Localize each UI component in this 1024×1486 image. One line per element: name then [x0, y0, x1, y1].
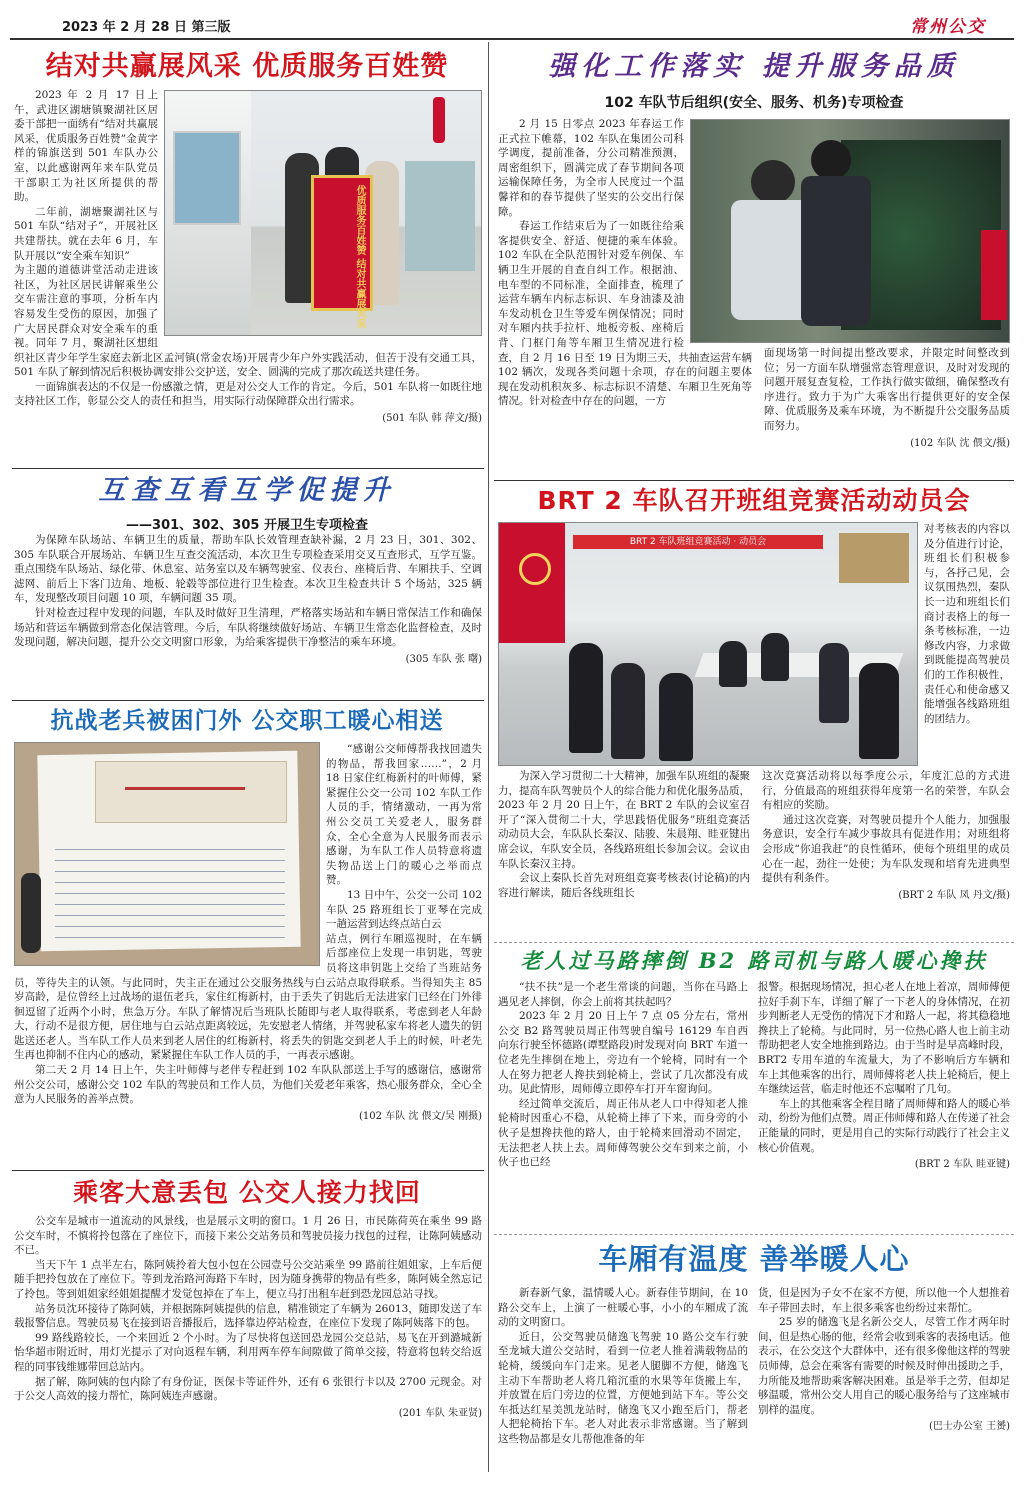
article-7-body [498, 980, 1010, 1170]
divider-a1 [12, 468, 484, 469]
article-3-para-2b: 站点，例行车厢巡视时，在车辆后部座位上发现一串钥匙，驾驶员将这串钥匙上交给了当班站务员，等待失主的认领。与此同时，失主正在通过公交服务热线与白云站点取得联系。当得知失主 85 岁高龄，是位曾经上过战场的退伍老兵，家住红梅新村，由于丢失了钥匙后无法进家门已经在门外徘徊逗留了近两个小时，焦急万分。车队了解情况后当班队长随即与老人取得联系，考虑到老人年龄大，行动不是很方便，居住地与白云站点距离较远，先安慰老人情绪，并驾驶私家车将老人遗失的钥匙送还老人。当车队工作人员来到老人居住的红梅新村，将丢失的钥匙交到老人手上的时候，叶老先生再也抑制不住内心的感动，紧紧握住车队工作人员的手，一再表示感谢。 [14, 932, 482, 1062]
article-3-body [14, 742, 482, 1122]
article-3-photo-letter [14, 742, 320, 966]
article-8-para-3: 货，但是因为子女不在家不方便，所以他一个人想推着车子带回去时，车上很多乘客也纷纷过来帮忙。 [758, 1287, 1010, 1314]
divider-a3 [12, 1170, 484, 1171]
article-4-para-4: 99 路线路较长，一个来回近 2 个小时。为了尽快将包送回恐龙园公交总站，易飞在开到潞城新怡华超市附近时，用灯光提示了对向返程车辆，利用两车停车间隙做了简单交接，特意将包转交给返程的同事钱维娜带回总站内。 [14, 1331, 482, 1373]
article-8-para-4: 25 岁的储逸飞是名新公交人，尽管工作才两年时间，但是热心肠的他，经常会收到乘客的表扬电话。他表示，在公交这个大群体中，还有很多像他这样的驾驶员师傅，总会在乘客有需要的时候及时伸出援助之手，力所能及地帮助乘客解决困难。虽是举手之劳，但却足够温暖，常州公交人用自己的暖心服务给与了这座城市别样的温度。 [758, 1316, 1010, 1416]
article-4-title: 乘客大意丢包 公交人接力找回 [73, 1178, 421, 1207]
header-rule [10, 38, 1014, 40]
article-8-byline: (巴士办公室 王赟) [929, 1421, 1010, 1433]
article-2-title: 互查互看互学促提升 [98, 475, 396, 506]
meeting-banner: BRT 2 车队班组竞赛活动 · 动员会 [573, 535, 823, 549]
article-8-para-1: 新春新气象，温情暖人心。新春佳节期间，在 10 路公交车上，上演了一桩暖心事，小小的车厢成了流动的文明窗口。 [498, 1287, 748, 1329]
divider-b2 [494, 942, 1014, 943]
masthead-logo: 常州公交 [910, 17, 986, 37]
article-5-para-3: 面现场第一时间提出整改要求，并限定时间整改到位；另一方面车队增强常态管理意识，及时对发现的问题开展复查复检，工作执行做实做细，确保整改有序进行。致力于为广大乘客出行提供更好的安全保障、优质服务及乘车环境，为不断提升公交服务品质而努力。 [764, 347, 1010, 432]
article-2-subtitle: ——301、302、305 开展卫生专项检查 [126, 518, 368, 533]
article-4-para-5: 据了解，陈阿姨的包内除了有身份证，医保卡等证件外，还有 6 张银行卡以及 2700 元现金。对于公交人高效的接力帮忙，陈阿姨连声感谢。 [14, 1375, 482, 1403]
article-6-para-3: 会议上秦队长首先对班组竞赛考核表(讨论稿)的内容进行解读，随后各线班组长 [498, 872, 750, 899]
article-4-byline: (201 车队 朱亚贤) [398, 1407, 482, 1419]
column-divider [488, 42, 489, 1472]
divider-b3 [494, 1234, 1014, 1235]
article-1-para-2a: 二年前，湖塘聚湖社区与 501 车队“结对子”，开展社区共建帮扶。就在去年 6 月，车队开展以“安全乘车知识” [14, 205, 158, 262]
article-1-body [14, 88, 482, 424]
article-6-para-2: 为深入学习贯彻二十大精神，加强车队班组的凝聚力，提高车队驾驶员个人的综合能力和优化服务品质，2023 年 2 月 20 日上午，在 BRT 2 车队的会议室召开了“深入贯彻二十大，学思践悟优服务”班组竞赛活动动员大会，车队队长秦汉、陆骏、朱晨翔、眭亚键出席会议，车队安全员，各线路班组长参加会议。会议由车队长秦汉主持。 [498, 770, 750, 870]
article-6-title: BRT 2 车队召开班组竞赛活动动员会 [537, 486, 971, 515]
article-4-para-2: 当天下午 1 点半左右，陈阿姨拎着大包小包在公园壹号公交站乘坐 99 路前往姐姐家，上车后便随手把拎包放在了座位下。等到龙治路河海路下车时，因为随身携带的物品有些多，陈阿姨全然忘记了拎包。等到姐姐家经姐姐提醒才发觉包掉在了车上，便立马打出租车赶到恐龙园总站寻找。 [14, 1258, 482, 1300]
article-5-byline: (102 车队 沈 偎文/摄) [910, 437, 1010, 449]
article-3-para-3: 第二天 2 月 14 日上午，失主叶师傅与老伴专程赶到 102 车队队部送上手写的感谢信，感谢常州公交公司，感谢公交 102 车队的驾驶员和工作人员，为他们关爱老年乘客，热心服务群众，全心全意为人民服务的善举点赞。 [14, 1064, 482, 1106]
article-5-body [498, 117, 1010, 449]
pennant-text: 优质服务百姓赞 结对共赢展风采 [354, 185, 365, 329]
article-7-title: 老人过马路摔倒 B2 路司机与路人暖心搀扶 [520, 948, 988, 973]
article-2-para-1: 为保障车队场站、车辆卫生的质量，帮助车队长效管理查缺补漏，2 月 23 日，301、302、305 车队联合开展场站、车辆卫生互查交流活动，本次卫生专项检查采用交叉互查形式，互学互鉴。重点围绕车队场站、绿化带、休息室、站务室以及车辆驾驶室、仪表台、座椅后背、车厢扶手、空调滤网、前后上下客门边角、地板、轮毂等部位进行卫生检查。本次卫生检查共计 5 个场站，325 辆车，发现整改项目问题 10 项，车辆问题 35 项。 [14, 534, 482, 605]
article-4-body [14, 1214, 482, 1419]
article-5-para-2: 春运工作结束后为了一如既往给乘客提供安全、舒适、便捷的乘车体验。102 车队在全队范围针对爱车例保、车辆卫生开展的自查自纠工作。根据油、电车型的不同标准，全面排查，梳理了运营车辆车内标志标识、车身油漆及油车发动机仓卫生等爱车例保情况；同时对车厢内扶手拉杆、地板旁板、座椅后背、门框门角等车厢卫生情况进行检查，自 2 月 16 日至 19 日为期三天，共抽查运营车辆 102 辆次，发现各类问题十余项，存在的问题主要体现在发动机积灰多、标志标识不清楚、车厢卫生死角等情况。针对检查中存在的问题，一方 [498, 220, 752, 408]
divider-a2 [12, 700, 484, 701]
divider-b1 [494, 480, 1014, 481]
article-3-para-2a: 13 日中午，公交一公司 102 车队 25 路班组长丁亚琴在完成一趟运营到达终点站白云 [326, 888, 482, 931]
article-1-photo [164, 90, 482, 336]
article-7-para-3: 经过简单交流后，周正伟从老人口中得知老人推轮椅时因重心不稳，从轮椅上摔了下来，而身旁的小伙子是想搀扶他的路人，由于轮椅来回滑动不固定，无法把老人扶上去。周师傅驾驶公交车到来之前，小伙子也已经 [498, 1097, 748, 1169]
article-1-title: 结对共赢展风采 优质服务百姓赞 [45, 51, 449, 82]
article-5-para-1: 2 月 15 日零点 2023 年春运工作正式拉下帷幕，102 车队在集团公司科学调度，提前准备，分公司精准预测，周密组织下，圆满完成了春节期间各项运输保障任务，为全市人民度过一个温馨祥和的春节提供了坚实的公交出行保障。 [498, 118, 684, 218]
article-3-title: 抗战老兵被困门外 公交职工暖心相送 [50, 708, 444, 734]
edition-date: 2023 年 2 月 28 日 第三版 [62, 20, 231, 35]
article-6-body [498, 522, 1010, 901]
article-6-photo-meeting [498, 522, 918, 766]
article-3-para-1: “感谢公交师傅帮我找回遗失的物品，帮我回家……”，2 月 18 日家住红梅新村的叶师傅，紧紧握住公交一公司 102 车队工作人员的手，情绪激动，一再为常州公交员工关爱老人，服务群众，全心全意为人民服务而表示感谢，为车队工作人员特意将遗失物品送上门的暖心之举而点赞。 [326, 743, 482, 887]
article-7-byline: (BRT 2 车队 眭亚键) [914, 1159, 1010, 1171]
article-8-para-2: 近日，公交驾驶员储逸飞驾驶 10 路公交车行驶至龙城大道公交站时，看到一位老人推着满载物品的轮椅，缓缓向车门走来。见老人腿脚不方便，储逸飞主动下车帮助老人将几箱沉重的水果等年货搬上车，并放置在后门旁边的位置，方便她到站下车。等公交车抵达红星美凯龙站时，储逸飞又小跑至后门，帮老人把轮椅抬下车。老人对此表示非常感谢。当了解到这些物品都是女儿帮他准备的年 [498, 1330, 748, 1445]
article-1-para-1: 2023 年 2 月 17 日上午，武进区湖塘镇聚湖社区居委干部把一面绣有“结对共赢展风采，优质服务百姓赞”金黄字样的锦旗送到 501 车队办公室，以此感谢两年来车队党员干部职工为社区所提供的帮助。 [14, 89, 158, 204]
article-7-para-1: “扶不扶”是一个老生常谈的问题，当你在马路上遇见老人摔倒，你会上前将其扶起吗？ [498, 981, 748, 1008]
article-8-body [498, 1286, 1010, 1447]
article-3-byline: (102 车队 沈 偎文/吴 刚摄) [359, 1110, 482, 1122]
article-4-para-1: 公交车是城市一道流动的风景线，也是展示文明的窗口。1 月 26 日，市民陈荷英在乘坐 99 路公交车时，不慎将拎包落在了座位下，而接下来公交站务员和驾驶员接力找包的过程，让陈阿姨感动不已。 [14, 1215, 482, 1257]
article-8-title: 车厢有温度 善举暖人心 [598, 1242, 910, 1276]
article-7-para-4: 报警。根据现场情况，担心老人在地上着凉，周师傅便拉好手刹下车，详细了解了一下老人的身体情况，在初步判断老人无受伤的情况下才和路人一起，将其稳稳地搀扶上了轮椅。与此同时，另一位热心路人也上前主动帮助把老人安全地推到路边。由于当时是早高峰时段，BRT2 专用车道的车流量大，为了不影响后方车辆和车上其他乘客的出行，周师傅将老人扶上轮椅后，便上车继续运营，临走时他还不忘嘱咐了几句。 [758, 981, 1010, 1096]
article-5-title: 强化工作落实 提升服务品质 [548, 51, 960, 82]
article-6-para-1: 对考核表的内容以及分值进行讨论，班组长们积极参与，各抒己见，会议氛围热烈，秦队长一边和班组长们商讨表格上的每一条考核标准，一边修改内容，力求做到既能提高驾驶员们的工作积极性，责任心和使命感又能增强各线路班组的团结力。 [924, 523, 1010, 725]
article-5-subtitle: 102 车队节后组织(安全、服务、机务)专项检查 [604, 95, 904, 111]
article-2-para-2: 针对检查过程中发现的问题，车队及时做好卫生清理，严格落实场站和车辆日常保洁工作和确保场站和营运车辆做到常态化保洁管理。今后，车队将继续做好场站、车辆卫生常态化监督检查，及时发现问题，解决问题，提升公交文明窗口形象，为给乘客提供干净整洁的乘车环境。 [14, 606, 482, 649]
article-6-byline: (BRT 2 车队 凤 丹文/摄) [898, 889, 1010, 901]
article-2-body [14, 533, 482, 665]
article-1-para-3: 一面锦旗表达的不仅是一份感激之情，更是对公交人工作的肯定。今后，501 车队将一如既往地支持社区工作，彰显公交人的责任和担当，用实际行动保障群众出行需求。 [14, 380, 482, 408]
article-4-para-3: 站务员沈环接待了陈阿姨，并根据陈阿姨提供的信息，精准锁定了车辆为 26013，随即发送了车载报警信息。驾驶员易飞在接到语音播报后，选择靠边停站检查，在座位下发现了陈阿姨落下的包。 [14, 1302, 482, 1330]
article-7-para-2: 2023 年 2 月 20 日上午 7 点 05 分左右，常州公交 B2 路驾驶员周正伟驾驶自编号 16129 车自西向东行驶至怀德路(谭墅路段)时发现对向 BRT 车道一位老先生摔倒在地上，旁边有一个轮椅，同时有一个人在努力把老人搀扶到轮椅上，尝试了几次都没有成功。见此情形，周师傅立即停车打开车窗询问。 [498, 1010, 748, 1096]
article-6-para-5: 通过这次竞赛，对驾驶员提升个人能力，加强服务意识，安全行车减少事故具有促进作用；对班组将会形成“你追我赶”的良性循环，使每个班组里的成员心在一起，劲往一处使；为车队发现和培育先进典型提供有利条件。 [762, 813, 1010, 885]
article-1-para-2b: 为主题的道德讲堂活动走进该社区，为社区居民讲解乘坐公交车需注意的事项，分析车内容易发生受伤的原因，加强了广大居民群众对安全乘车的重视。同年 7 月，聚湖社区想组织社区青少年学生家庭去新北区孟河镇(常金农场)开展青少年户外实践活动，但苦于没有交通工具，501 车队了解到情况后积极协调安排公交护送，安全、圆满的完成了那次疏送共建任务。 [14, 264, 482, 379]
article-5-photo-engine [690, 119, 1010, 343]
article-2-byline: (305 车队 张 曙) [405, 653, 482, 665]
article-7-para-5: 车上的其他乘客全程目睹了周师傅和路人的暖心举动，纷纷为他们点赞。周正伟师傅和路人在传递了社会正能量的同时，更是用自己的实际行动践行了社会主义核心价值观。 [758, 1097, 1010, 1154]
article-1-byline: (501 车队 韩 萍文/摄) [382, 413, 482, 425]
article-6-para-4: 这次竞赛活动将以每季度公示，年度汇总的方式进行，分值最高的班组获得年度第一名的荣誉，车队会有相应的奖励。 [762, 770, 1010, 812]
